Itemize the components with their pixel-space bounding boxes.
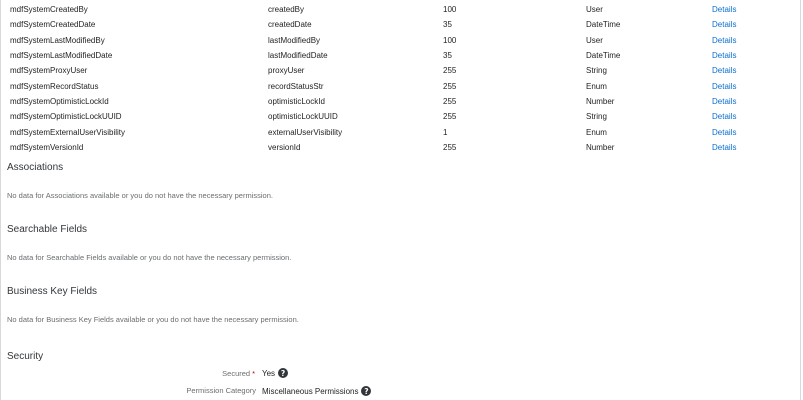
db-field-cell: proxyUser	[268, 66, 305, 76]
details-link[interactable]: Details	[712, 112, 737, 122]
field-name-cell: mdfSystemCreatedBy	[10, 5, 88, 15]
db-field-cell: lastModifiedBy	[268, 35, 321, 45]
db-field-cell: createdBy	[268, 5, 305, 15]
details-link[interactable]: Details	[712, 96, 737, 106]
secured-label	[135, 369, 255, 378]
business-key-fields-no-data: No data for Business Key Fields available or you do not have the necessary permission.	[7, 315, 299, 324]
table-row	[10, 63, 736, 78]
table-row	[10, 94, 736, 109]
required-marker: *	[252, 369, 255, 378]
details-cell	[712, 17, 736, 32]
type-cell: String	[586, 112, 607, 122]
security-title: Security	[7, 351, 44, 362]
type-cell: User	[586, 5, 603, 15]
details-cell	[712, 140, 736, 155]
type-cell: DateTime	[586, 20, 621, 30]
length-cell: 255	[443, 81, 457, 91]
type-cell: Number	[586, 96, 615, 106]
details-link[interactable]: Details	[712, 127, 737, 137]
db-field-cell: optimisticLockUUID	[268, 112, 338, 122]
permission-category-label: Permission Category	[186, 386, 256, 395]
table-row	[10, 2, 736, 17]
fields-table-body	[10, 2, 736, 155]
details-link[interactable]: Details	[712, 142, 737, 152]
help-circle-icon[interactable]: ?	[361, 386, 371, 396]
details-cell	[712, 109, 736, 124]
field-name-cell: mdfSystemProxyUser	[10, 66, 88, 76]
secured-value-text: Yes	[262, 368, 276, 378]
table-row	[10, 109, 736, 124]
table-row	[10, 78, 736, 93]
table-row	[10, 124, 736, 139]
db-field-cell: recordStatusStr	[268, 81, 324, 91]
type-cell: DateTime	[586, 51, 621, 61]
details-cell	[712, 124, 736, 139]
permission-category-value-text: Miscellaneous Permissions	[262, 386, 359, 396]
field-name-cell: mdfSystemLastModifiedDate	[10, 51, 113, 61]
details-cell	[712, 63, 736, 78]
type-cell: String	[586, 66, 607, 76]
details-link[interactable]: Details	[712, 20, 737, 30]
length-cell: 35	[443, 20, 452, 30]
table-row	[10, 33, 736, 48]
db-field-cell: lastModifiedDate	[268, 51, 328, 61]
field-name-cell: mdfSystemOptimisticLockUUID	[10, 112, 122, 122]
type-cell: Enum	[586, 127, 607, 137]
length-cell: 1	[443, 127, 448, 137]
field-name-cell: mdfSystemCreatedDate	[10, 20, 96, 30]
associations-title: Associations	[7, 162, 64, 173]
type-cell: Number	[586, 142, 615, 152]
business-key-fields-title: Business Key Fields	[7, 286, 98, 297]
length-cell: 255	[443, 66, 457, 76]
length-cell: 100	[443, 35, 457, 45]
details-link[interactable]: Details	[712, 51, 737, 61]
table-row	[10, 17, 736, 32]
searchable-fields-title: Searchable Fields	[7, 224, 88, 235]
table-row	[10, 140, 736, 155]
field-name-cell: mdfSystemOptimisticLockId	[10, 96, 109, 106]
searchable-fields-no-data: No data for Searchable Fields available or you do not have the necessary permission.	[7, 253, 292, 262]
details-cell	[712, 78, 736, 93]
field-name-cell: mdfSystemRecordStatus	[10, 81, 99, 91]
field-name-cell: mdfSystemExternalUserVisibility	[10, 127, 125, 137]
db-field-cell: externalUserVisibility	[268, 127, 343, 137]
db-field-cell: versionId	[268, 142, 301, 152]
details-link[interactable]: Details	[712, 81, 737, 91]
details-link[interactable]: Details	[712, 5, 737, 15]
length-cell: 255	[443, 96, 457, 106]
table-row	[10, 48, 736, 63]
field-name-cell: mdfSystemLastModifiedBy	[10, 35, 105, 45]
permission-category-value	[262, 386, 371, 396]
length-cell: 255	[443, 142, 457, 152]
associations-no-data: No data for Associations available or you do not have the necessary permission.	[7, 191, 273, 200]
fields-table	[10, 2, 736, 155]
help-circle-icon[interactable]: ?	[278, 368, 288, 378]
length-cell: 100	[443, 5, 457, 15]
db-field-cell: optimisticLockId	[268, 96, 325, 106]
secured-label-text: Secured	[222, 369, 251, 378]
length-cell: 255	[443, 112, 457, 122]
details-cell	[712, 48, 736, 63]
details-link[interactable]: Details	[712, 35, 737, 45]
type-cell: User	[586, 35, 603, 45]
secured-value	[262, 368, 288, 378]
db-field-cell: createdDate	[268, 20, 312, 30]
details-cell	[712, 94, 736, 109]
details-cell	[712, 2, 736, 17]
length-cell: 35	[443, 51, 452, 61]
type-cell: Enum	[586, 81, 607, 91]
details-link[interactable]: Details	[712, 66, 737, 76]
details-cell	[712, 33, 736, 48]
field-name-cell: mdfSystemVersionId	[10, 142, 84, 152]
